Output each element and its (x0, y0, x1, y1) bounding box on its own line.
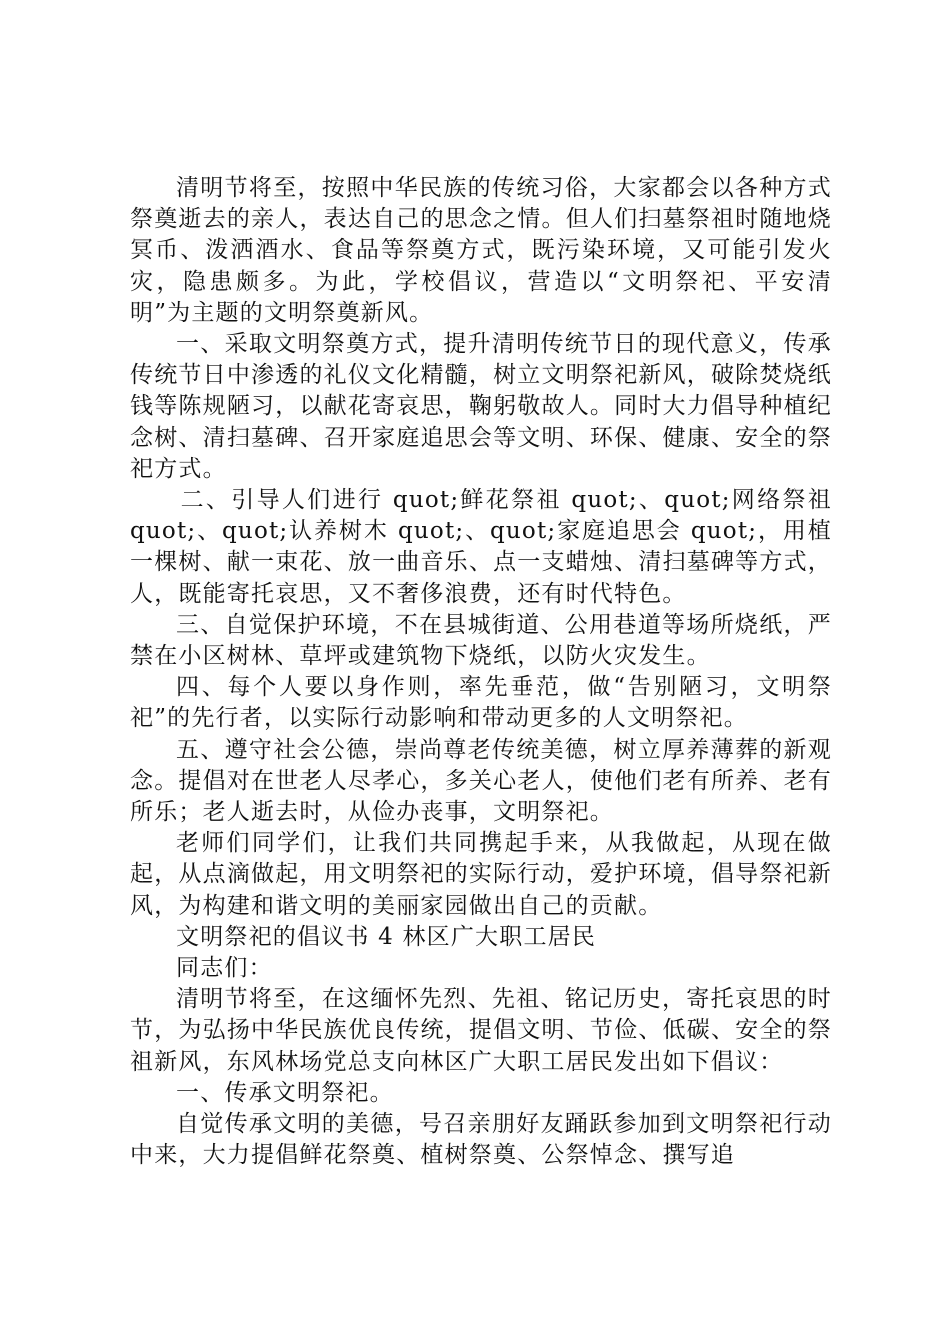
paragraph-second-intro: 清明节将至，在这缅怀先烈、先祖、铭记历史，寄托哀思的时节，为弘扬中华民族优良传统，提倡文明、节俭、低碳、安全的祭祖新风，东风林场党总支向林区广大职工居民发出如下倡议： (130, 986, 832, 1075)
section-heading: 文明祭祀的倡议书 4 林区广大职工居民 (176, 923, 597, 950)
paragraph-item-2: 二、引导人们进行 quot;鲜花祭祖 quot;、quot;网络祭祖 quot;、quot;认养树木 quot;、quot;家庭追思会 quot;，用植一棵树、献一束花、放一曲音乐、点一支蜡烛、清扫墓碑等方式，人，既能寄托哀思，又不奢侈浪费，还有时代特色。 (130, 487, 832, 607)
paragraph-second-item-1: 一、传承文明祭祀。 (176, 1079, 394, 1106)
paragraph-second-item-1-body: 自觉传承文明的美德，号召亲朋好友踊跃参加到文明祭祀行动中来，大力提倡鲜花祭奠、植树祭奠、公祭悼念、撰写追 (130, 1111, 832, 1169)
paragraph-item-3: 三、自觉保护环境，不在县城街道、公用巷道等场所烧纸，严禁在小区树林、草坪或建筑物下烧纸，以防火灾发生。 (130, 611, 832, 670)
paragraph-item-4: 四、每个人要以身作则，率先垂范，做“告别陋习，文明祭祀”的先行者，以实际行动影响和带动更多的人文明祭祀。 (130, 674, 832, 732)
paragraph-item-1: 一、采取文明祭奠方式，提升清明传统节日的现代意义，传承传统节日中渗透的礼仪文化精髓，树立文明祭祀新风，破除焚烧纸钱等陈规陋习，以献花寄哀思，鞠躬敬故人。同时大力倡导种植纪念树、清扫墓碑、召开家庭追思会等文明、环保、健康、安全的祭祀方式。 (130, 331, 832, 482)
paragraph-intro: 清明节将至，按照中华民族的传统习俗，大家都会以各种方式祭奠逝去的亲人，表达自己的思念之情。但人们扫墓祭祖时随地烧冥币、泼洒酒水、食品等祭奠方式，既污染环境，又可能引发火灾，隐患颇多。为此，学校倡议，营造以“文明祭祀、平安清明”为主题的文明祭奠新风。 (130, 175, 832, 326)
document-body (130, 173, 832, 1172)
paragraph-item-5: 五、遵守社会公德，崇尚尊老传统美德，树立厚养薄葬的新观念。提倡对在世老人尽孝心，多关心老人，使他们老有所养、老有所乐；老人逝去时，从俭办丧事，文明祭祀。 (130, 736, 832, 826)
paragraph-closing: 老师们同学们，让我们共同携起手来，从我做起，从现在做起，从点滴做起，用文明祭祀的实际行动，爱护环境，倡导祭祀新风，为构建和谐文明的美丽家园做出自己的贡献。 (130, 830, 832, 919)
salutation: 同志们： (176, 955, 273, 982)
